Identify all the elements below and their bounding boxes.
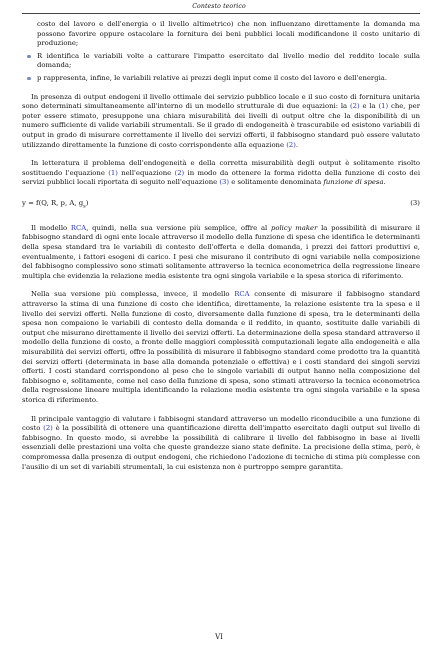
paragraph-rca-complex bbox=[22, 290, 420, 405]
acronym-link[interactable]: RCA bbox=[234, 290, 250, 299]
emphasis-text: funzione di spesa bbox=[323, 178, 384, 187]
list-item-text: costo del lavoro e dell'energia o il livello altimetrico) che non influenzano direttamente la domanda ma possono favorire oppure ostacolare la fornitura dei beni pubblici locali modificandone il costo unitario di produzione; bbox=[37, 20, 420, 48]
acronym-link[interactable]: RCA bbox=[70, 223, 87, 232]
bullet-dot-icon bbox=[27, 77, 31, 81]
equation-ref-link[interactable]: (3) bbox=[219, 178, 230, 187]
text-run: in modo da ottenere la forma ridotta della funzione di costo dei servizi pubblici locali riportata di seguito nell'equazione bbox=[22, 168, 421, 187]
equation-ref-link[interactable]: (1) bbox=[378, 102, 389, 111]
equation-ref-link[interactable]: (1) bbox=[108, 168, 118, 177]
text-run: la possibilità di misurare il fabbisogno standard di ogni ente locale attraverso il modello della funzione di spesa che identifica le determinanti della spesa standard tra le variabili di contesto dell'offerta e della domanda, i prezzi dei fattori produttivi e, eventualmente, i fattori esogeni di carico. I pesi che misurano il contributo di ogni variabile nella composizione del fabbisogno complessivo sono stimati solitamente attraverso la tecnica econometrica della regressione lineare multipla che evidenzia la relazione media esistente tra ogni singola variabile e la spesa storica di riferimento. bbox=[22, 223, 420, 280]
equation-block bbox=[22, 199, 420, 212]
text-run: Il modello bbox=[31, 223, 71, 232]
list-item-text: p rappresenta, infine, le variabili relative ai prezzi degli input come il costo del lavoro e dell'energia. bbox=[37, 73, 388, 82]
list-item-text: R identifica le variabili volte a catturare l'impatto esercitato dal livello medio del reddito locale sulla domanda; bbox=[37, 51, 420, 70]
paragraph-literature bbox=[22, 159, 420, 188]
equation-ref-link[interactable]: (2) bbox=[43, 424, 53, 433]
equation-ref-link[interactable]: (2) bbox=[286, 140, 296, 149]
equation-text: y = f(Q, R, p, A, g bbox=[22, 198, 84, 207]
equation-formula bbox=[22, 199, 88, 212]
text-run: . bbox=[383, 178, 386, 187]
bullet-list bbox=[22, 20, 420, 84]
text-run: e solitamente denominata bbox=[229, 178, 324, 187]
bullet-dot-icon bbox=[27, 55, 31, 59]
paragraph-rca-simple bbox=[22, 224, 420, 282]
text-run: Nella sua versione più complessa, invece, il modello bbox=[31, 290, 235, 299]
running-head: Contesto teorico bbox=[192, 3, 246, 10]
equation-ref-link[interactable]: (2) bbox=[174, 168, 185, 177]
text-run: In letteratura il problema dell'endogeneità e della corretta misurabilità degli output è solitamente risolto sostituendo l'equazione bbox=[22, 159, 420, 177]
text-run: consente di misurare il fabbisogno standard attraverso la stima di una funzione di costo che identifica, direttamente, la relazione esistente tra la spesa e il livello dei servizi offerti. Nella funzione di costo, diversamente dalla funzione di spesa, tra le determinanti della spesa non compaiono le variabili di contesto della domanda e il reddito, in quanto, sostituite dalle variabili di output che misurano direttamente il livello dei servizi offerti. La determinazione della spesa standard attraverso il modello della funzione di costo, a fronte delle maggiori complessità computazionali legate alla endogeneità e alla misurabilità dei servizi offerti, offre la possibilità di misurare il fabbisogno standard come prodotto tra la quantità dei servizi offerti (determinata in base alla domanda potenziale o effettiva) e i costi standard dei singoli servizi offerti. I costi standard corrispondono al peso che le singole variabili di output hanno nella composizione del fabbisogno e, solitamente, come nel caso della funzione di spesa, sono stimati attraverso la tecnica econometrica della regressione lineare multipla identificando la relazione media esistente tra ogni singola variabile e la spesa storica di riferimento. bbox=[22, 290, 420, 404]
text-run: è la possibilità di ottenere una quantificazione diretta dell'impatto esercitato dagli output sul livello di fabbisogno. In questo modo, si avrebbe la possibilità di calibrare il livello del fabbisogno in base ai livelli essenziali delle prestazioni una volta che queste grandezze siano state definite. La precisione della stima, però, è compromessa dalla presenza di output endogeni, che richiedono l'adozione di tecniche di stima più complesse con l'ausilio di un set di variabili strumentali, la cui esistenza non è purtroppo sempre garantita. bbox=[22, 424, 420, 471]
text-run: . bbox=[295, 140, 299, 149]
equation-subscript: s bbox=[83, 203, 86, 210]
equation-ref-link[interactable]: (2) bbox=[349, 102, 360, 111]
paragraph-endogenous-output bbox=[22, 93, 420, 151]
text-run: che, per poter essere stimato, presuppone una chiara misurabilità dei livelli di output oltre che la disponibilità di un numero sufficiente di valide variabili strumentali. Se il grado di endogeneità è trascurabile ed esistono variabili di output in grado di misurare correttamente il livello dei servizi offerti, il fabbisogno standard può essere valutato utilizzando direttamente la funzione di costo corrispondente alla equazione bbox=[22, 102, 420, 149]
emphasis-text: policy maker bbox=[270, 223, 318, 232]
page-number: VI bbox=[215, 633, 223, 641]
text-run: In presenza di output endogeni il livello ottimale dei servizio pubblico locale e il suo costo di fornitura unitaria sono determinati simultaneamente all'interno di un modello strutturale di due equazioni: la bbox=[22, 92, 420, 111]
equation-number: (3) bbox=[410, 198, 420, 207]
text-run: Il principale vantaggio di valutare i fabbisogni standard attraverso un modello riconducibile a una funzione di costo bbox=[22, 414, 420, 433]
list-item bbox=[22, 74, 420, 84]
header-rule bbox=[22, 13, 420, 14]
page-body bbox=[22, 19, 420, 472]
equation-text: ) bbox=[85, 198, 89, 207]
text-run: e la bbox=[359, 102, 379, 111]
text-run: , quindi, nella sua versione più semplice, offre al bbox=[86, 223, 271, 232]
list-item bbox=[22, 52, 420, 71]
text-run: nell'equazione bbox=[117, 168, 175, 177]
paragraph-main-advantage bbox=[22, 415, 420, 473]
list-item bbox=[22, 20, 420, 49]
